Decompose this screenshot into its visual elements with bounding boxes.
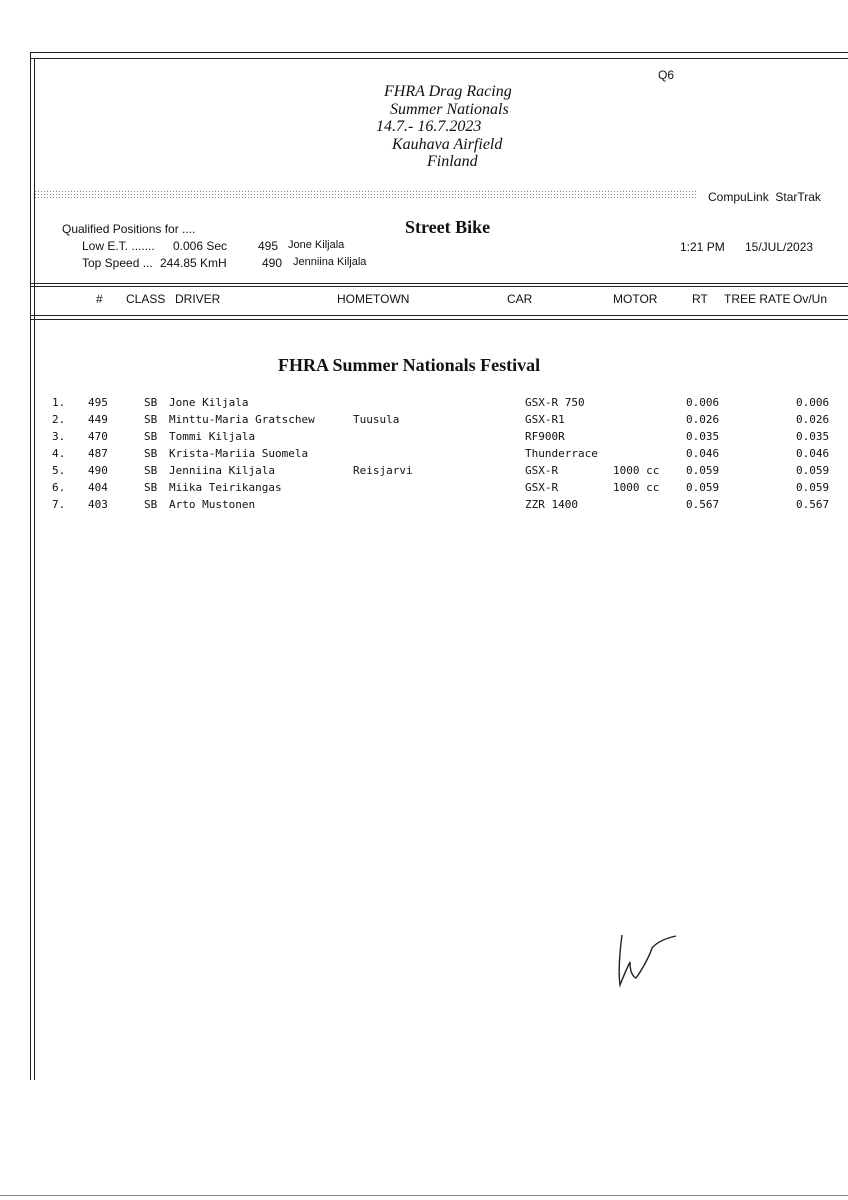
col-header-top-rule-2 bbox=[30, 286, 848, 287]
software-label: CompuLink StarTrak bbox=[708, 190, 821, 204]
left-border bbox=[30, 52, 31, 1080]
bottom-line bbox=[0, 1195, 848, 1196]
top-speed-number: 490 bbox=[262, 256, 283, 270]
header-line-2: Summer Nationals bbox=[390, 101, 509, 118]
row-ovun: 0.006 bbox=[796, 396, 830, 409]
col-num: # bbox=[96, 292, 103, 306]
class-title: Street Bike bbox=[405, 217, 491, 237]
row-car: GSX-R bbox=[525, 481, 559, 494]
row-driver: Minttu-Maria Gratschew bbox=[169, 413, 315, 426]
row-driver: Krista-Mariia Suomela bbox=[169, 447, 309, 460]
row-class: SB bbox=[144, 430, 158, 443]
row-class: SB bbox=[144, 396, 158, 409]
signature bbox=[612, 930, 682, 990]
low-et-value: 0.006 Sec bbox=[173, 239, 228, 253]
report-time: 1:21 PM bbox=[680, 240, 725, 254]
row-class: SB bbox=[144, 413, 158, 426]
top-speed-label: Top Speed ... bbox=[82, 256, 153, 270]
col-class: CLASS bbox=[126, 292, 166, 306]
row-pos: 1. bbox=[52, 396, 66, 409]
row-rt: 0.059 bbox=[686, 464, 720, 477]
top-speed-value: 244.85 KmH bbox=[160, 256, 227, 270]
row-car: RF900R bbox=[525, 430, 565, 443]
row-driver: Arto Mustonen bbox=[169, 498, 256, 511]
row-hometown: Tuusula bbox=[353, 413, 400, 426]
top-border bbox=[30, 52, 848, 53]
event-title: FHRA Summer Nationals Festival bbox=[278, 355, 541, 375]
col-driver: DRIVER bbox=[175, 292, 221, 306]
row-ovun: 0.035 bbox=[796, 430, 830, 443]
row-pos: 2. bbox=[52, 413, 66, 426]
row-rt: 0.006 bbox=[686, 396, 720, 409]
row-car: ZZR 1400 bbox=[525, 498, 578, 511]
row-class: SB bbox=[144, 447, 158, 460]
header-line-4: Kauhava Airfield bbox=[392, 136, 503, 153]
col-header-top-rule bbox=[30, 283, 848, 284]
row-ovun: 0.059 bbox=[796, 464, 830, 477]
row-driver: Tommi Kiljala bbox=[169, 430, 256, 443]
row-pos: 4. bbox=[52, 447, 66, 460]
row-rt: 0.035 bbox=[686, 430, 720, 443]
row-num: 487 bbox=[88, 447, 108, 460]
header-line-5: Finland bbox=[427, 153, 478, 170]
row-pos: 6. bbox=[52, 481, 66, 494]
row-ovun: 0.059 bbox=[796, 481, 830, 494]
row-car: GSX-R bbox=[525, 464, 559, 477]
col-tree-rate: TREE RATE bbox=[724, 292, 791, 306]
row-pos: 5. bbox=[52, 464, 66, 477]
left-border-inner bbox=[34, 58, 35, 1080]
row-motor: 1000 cc bbox=[613, 464, 660, 477]
row-car: Thunderrace bbox=[525, 447, 598, 460]
col-ovun: Ov/Un bbox=[793, 292, 828, 306]
row-class: SB bbox=[144, 464, 158, 477]
col-rt: RT bbox=[692, 292, 708, 306]
low-et-driver: Jone Kiljala bbox=[288, 239, 345, 251]
header-line-3: 14.7.- 16.7.2023 bbox=[376, 118, 482, 135]
col-car: CAR bbox=[507, 292, 533, 306]
row-rt: 0.567 bbox=[686, 498, 720, 511]
row-rt: 0.059 bbox=[686, 481, 720, 494]
row-class: SB bbox=[144, 498, 158, 511]
top-speed-driver: Jenniina Kiljala bbox=[293, 256, 367, 268]
row-num: 495 bbox=[88, 396, 108, 409]
row-ovun: 0.046 bbox=[796, 447, 830, 460]
row-num: 490 bbox=[88, 464, 108, 477]
row-driver: Jone Kiljala bbox=[169, 396, 249, 409]
report-date: 15/JUL/2023 bbox=[745, 240, 814, 254]
top-border-inner bbox=[30, 58, 848, 59]
row-car: GSX-R1 bbox=[525, 413, 565, 426]
row-motor: 1000 cc bbox=[613, 481, 660, 494]
row-pos: 3. bbox=[52, 430, 66, 443]
row-rt: 0.046 bbox=[686, 447, 720, 460]
col-header-bottom-rule-2 bbox=[30, 319, 848, 320]
row-num: 404 bbox=[88, 481, 108, 494]
col-hometown: HOMETOWN bbox=[337, 292, 410, 306]
col-header-bottom-rule bbox=[30, 315, 848, 316]
row-pos: 7. bbox=[52, 498, 66, 511]
qualified-label: Qualified Positions for .... bbox=[62, 222, 196, 236]
page-code: Q6 bbox=[658, 68, 675, 82]
row-rt: 0.026 bbox=[686, 413, 720, 426]
row-ovun: 0.567 bbox=[796, 498, 830, 511]
row-driver: Jenniina Kiljala bbox=[169, 464, 275, 477]
row-class: SB bbox=[144, 481, 158, 494]
row-num: 403 bbox=[88, 498, 108, 511]
low-et-number: 495 bbox=[258, 239, 279, 253]
row-num: 449 bbox=[88, 413, 108, 426]
row-car: GSX-R 750 bbox=[525, 396, 585, 409]
row-driver: Miika Teirikangas bbox=[169, 481, 282, 494]
row-ovun: 0.026 bbox=[796, 413, 830, 426]
header-line-1: FHRA Drag Racing bbox=[384, 83, 512, 100]
row-num: 470 bbox=[88, 430, 108, 443]
col-motor: MOTOR bbox=[613, 292, 658, 306]
dotted-band bbox=[34, 190, 698, 200]
low-et-label: Low E.T. ....... bbox=[82, 239, 155, 253]
row-hometown: Reisjarvi bbox=[353, 464, 413, 477]
